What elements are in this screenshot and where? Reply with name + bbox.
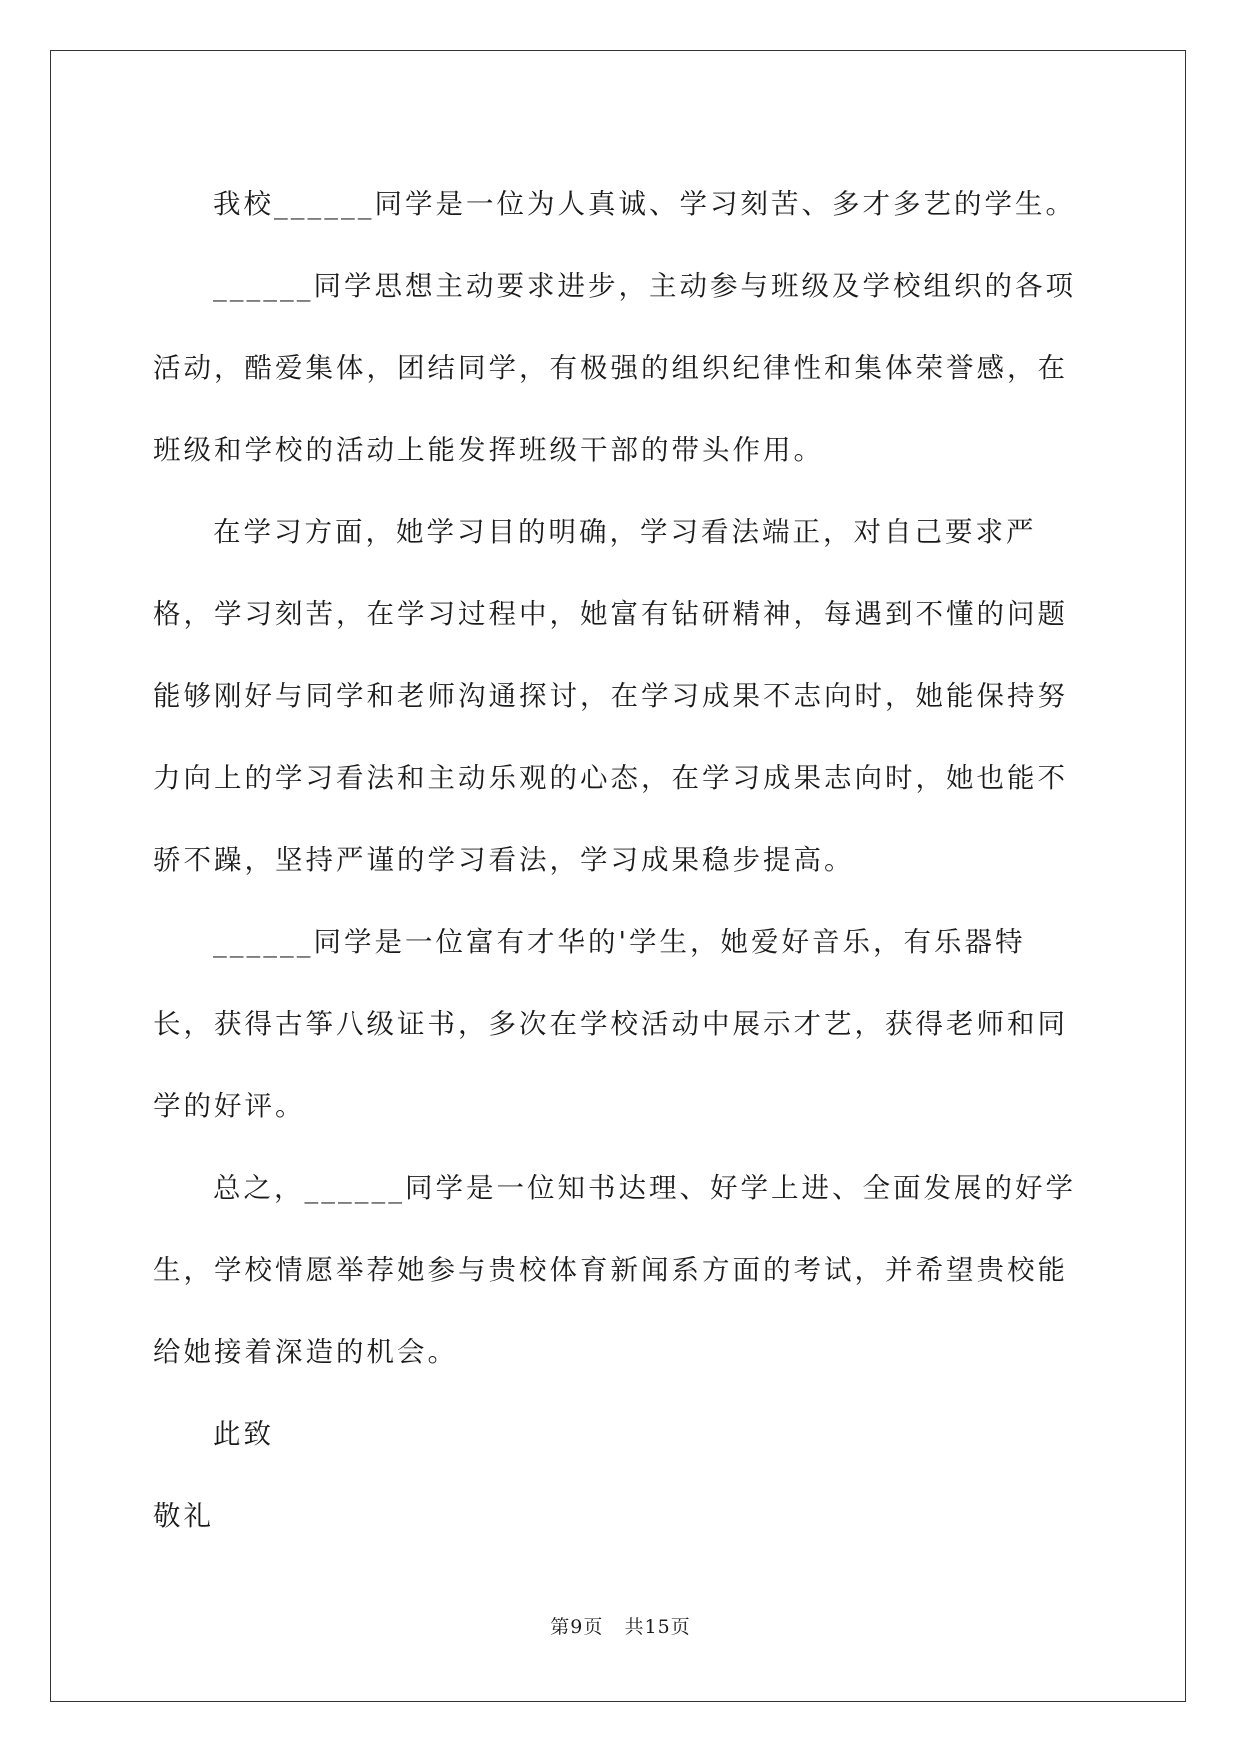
paragraph-intro: 我校______同学是一位为人真诚、学习刻苦、多才多艺的学生。 xyxy=(213,188,1076,220)
page-footer xyxy=(0,1612,1241,1639)
page-total: 共15页 xyxy=(624,1616,691,1638)
salutation: 敬礼 xyxy=(153,1500,214,1532)
closing-line: 此致 xyxy=(213,1418,274,1450)
letter-body xyxy=(153,163,1083,1557)
paragraph-talent: ______同学是一位富有才华的'学生，她爱好音乐，有乐器特长，获得古筝八级证书，多次在学校活动中展示才艺，获得老师和同学的好评。 xyxy=(153,926,1068,1122)
page-number: 第9页 xyxy=(550,1616,604,1638)
paragraph-conclusion: 总之，______同学是一位知书达理、好学上进、全面发展的好学生，学校情愿举荐她参与贵校体育新闻系方面的考试，并希望贵校能给她接着深造的机会。 xyxy=(153,1172,1076,1368)
paragraph-conduct: ______同学思想主动要求进步，主动参与班级及学校组织的各项活动，酷爱集体，团结同学，有极强的组织纪律性和集体荣誉感，在班级和学校的活动上能发挥班级干部的带头作用。 xyxy=(153,270,1076,466)
paragraph-study: 在学习方面，她学习目的明确，学习看法端正，对自己要求严格，学习刻苦，在学习过程中，她富有钻研精神，每遇到不懂的问题能够刚好与同学和老师沟通探讨，在学习成果不志向时，她能保持努力向上的学习看法和主动乐观的心态，在学习成果志向时，她也能不骄不躁，坚持严谨的学习看法，学习成果稳步提高。 xyxy=(153,516,1068,876)
